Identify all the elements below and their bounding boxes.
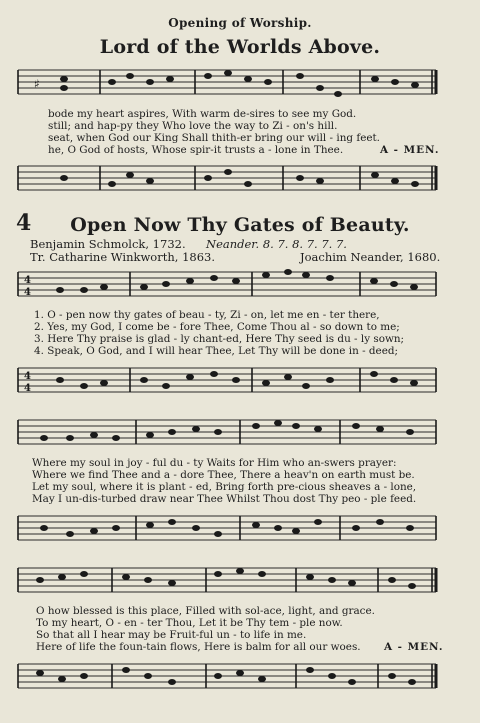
music-staff-treble-1 xyxy=(0,262,480,306)
verse-line: Let my soul, where it is plant - ed, Bring forth pre-cious sheaves a - lone, xyxy=(32,481,417,493)
section-heading: Opening of Worship. xyxy=(168,16,312,30)
music-staff-bass-2 xyxy=(0,508,480,552)
tune-meter: Neander. 8. 7. 8. 7. 7. 7. xyxy=(206,237,347,251)
music-staff-bass-3 xyxy=(0,656,480,704)
verse-line: still; and hap-py they Who love the way to Zi - on's hill. xyxy=(48,120,338,132)
verse-line: seat, when God our King Shall thith-er bring our will - ing feet. xyxy=(48,132,380,144)
svg-text:♯: ♯ xyxy=(34,77,40,91)
verse-line: 3. Here Thy praise is glad - ly chant-ed, Here Thy seed is du - ly sown; xyxy=(34,333,405,345)
verse-line: To my heart, O - en - ter Thou, Let it be Thy tem - ple now. xyxy=(36,617,343,629)
svg-text:4: 4 xyxy=(24,287,31,298)
verse-line: 4. Speak, O God, and I will hear Thee, Let Thy will be done in - deed; xyxy=(34,345,398,357)
svg-text:4: 4 xyxy=(24,383,31,394)
author-credit: Benjamin Schmolck, 1732. xyxy=(30,237,186,251)
music-staff-bass-prev xyxy=(0,158,480,200)
verse-line: Where my soul in joy - ful du - ty Waits for Him who an-swers prayer: xyxy=(32,457,397,469)
hymn-title: Open Now Thy Gates of Beauty. xyxy=(70,214,410,236)
svg-text:4: 4 xyxy=(24,275,31,286)
verse-line: 1. O - pen now thy gates of beau - ty, Zi - on, let me en - ter there, xyxy=(34,309,380,321)
verse-line: Where we find Thee and a - dore Thee, There a heav'n on earth must be. xyxy=(32,469,415,481)
verse-line: May I un-dis-turbed draw near Thee Whilst Thou dost Thy peo - ple feed. xyxy=(32,493,417,505)
composer-credit: Joachim Neander, 1680. xyxy=(300,250,441,264)
music-staff-bass-1 xyxy=(0,360,480,404)
music-staff-treble-3 xyxy=(0,558,480,602)
verse-line: 2. Yes, my God, I come be - fore Thee, Come Thou al - so down to me; xyxy=(34,321,400,333)
verse-line: So that all I hear may be Fruit-ful un - to life in me. xyxy=(36,629,307,641)
svg-text:4: 4 xyxy=(24,371,31,382)
amen-label: A - MEN. xyxy=(384,641,444,653)
verse-line: bode my heart aspires, With warm de-sires to see my God. xyxy=(48,108,357,120)
verse-line: Here of life the foun-tain flows, Here is balm for all our woes. xyxy=(36,641,361,653)
music-staff-treble-prev xyxy=(0,62,480,106)
amen-label: A - MEN. xyxy=(380,144,440,156)
translator-credit: Tr. Catharine Winkworth, 1863. xyxy=(30,250,215,264)
hymn-number: 4 xyxy=(16,210,32,236)
previous-hymn-title: Lord of the Worlds Above. xyxy=(99,36,381,58)
verse-line: he, O God of hosts, Whose spir-it trusts a - lone in Thee. xyxy=(48,144,344,156)
verse-line: O how blessed is this place, Filled with sol-ace, light, and grace. xyxy=(36,605,375,617)
music-staff-treble-2 xyxy=(0,410,480,454)
